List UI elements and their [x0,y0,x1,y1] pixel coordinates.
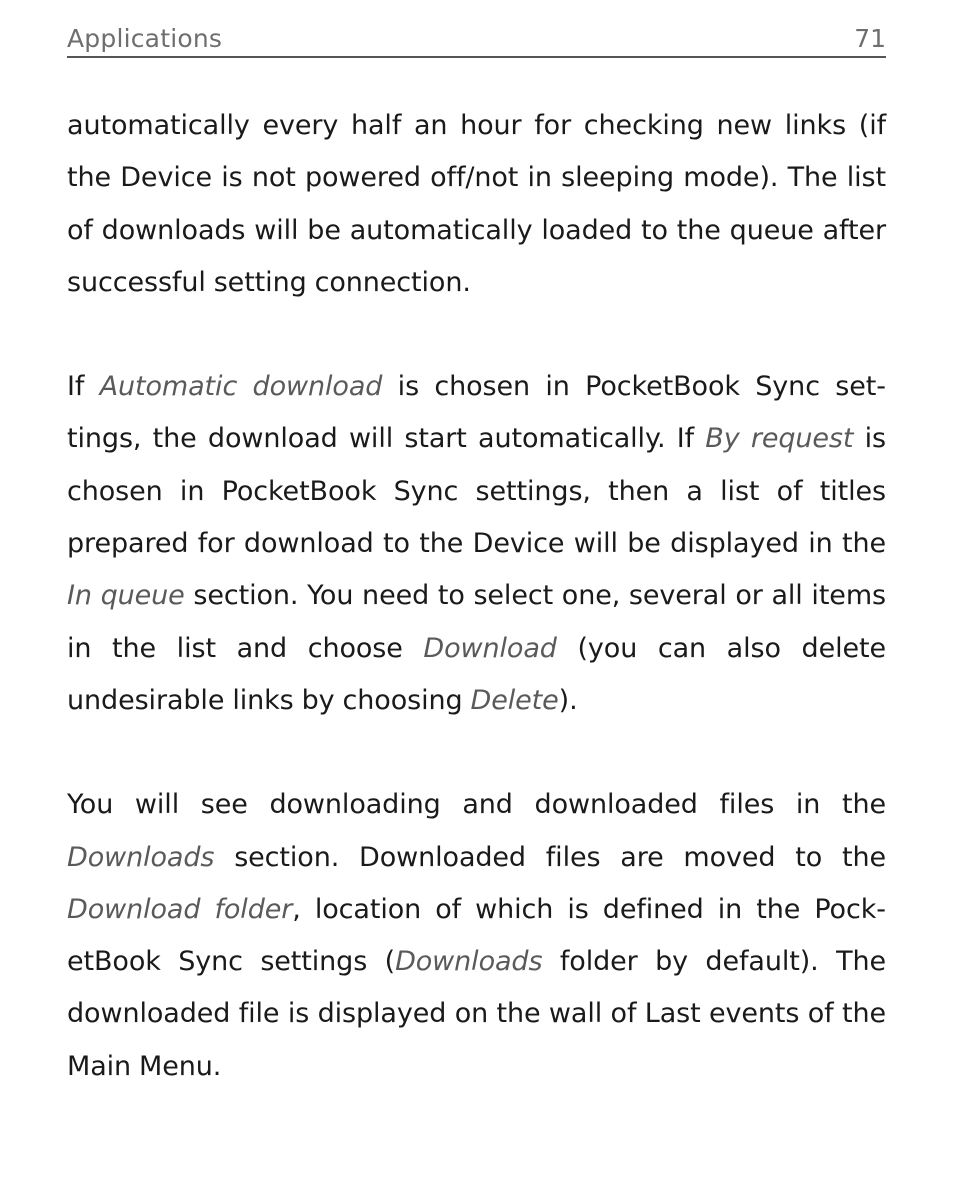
paragraph-2 [67,361,886,727]
emphasized-term: In queue [67,580,185,612]
text-run: (you can also delete undesirable links by choosing [67,632,886,716]
paragraph-1 [67,100,886,309]
emphasized-term: Download folder [67,893,293,925]
text-run: section. You need to select one, several or all items in the list and choose [67,580,886,664]
emphasized-term: Delete [470,684,559,716]
text-run: You will see downloading and downloaded files in the [67,789,886,821]
running-header [67,22,886,58]
text-run: section. Downloaded files are moved to the [214,841,886,873]
text-run: is chosen in PocketBook Sync settings, then a list of titles prepared for download to the Device will be displayed in the [67,423,887,560]
text-run: automatically every half an hour for checking new links (if the Device is not powered off/not in sleeping mode). The list of downloads will be automatically loaded to the queue after successful setting connection. [67,110,886,298]
page-number: 71 [854,24,886,53]
text-run: If [67,371,100,403]
emphasized-term: Downloads [67,841,215,873]
text-run: ). [558,684,578,716]
section-title: Applications [67,24,223,53]
emphasized-term: Automatic download [99,371,383,403]
emphasized-term: By request [705,423,854,455]
emphasized-term: Download [423,632,557,664]
emphasized-term: Downloads [395,946,543,978]
text-run: is chosen in PocketBook Sync settings, the download will start automatically. If [67,371,886,455]
text-run: , location of which is defined in the PocketBook Sync settings ( [67,893,887,978]
body-text [67,100,886,1145]
text-run: folder by default). The downloaded file is displayed on the wall of Last events of the Main Menu. [67,946,886,1082]
paragraph-3 [67,779,886,1093]
